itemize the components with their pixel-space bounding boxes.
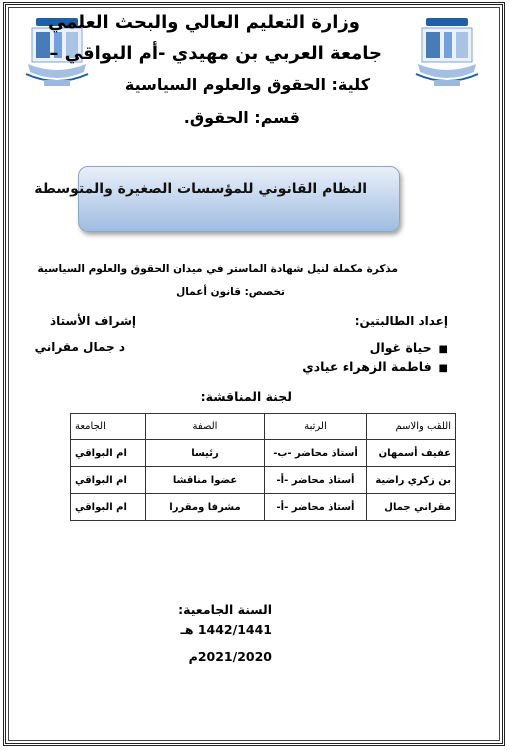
supervisor-name: د جمال مقراني <box>34 340 125 354</box>
thesis-title-box <box>34 166 400 232</box>
specialty: تخصص: قانون أعمال <box>176 286 285 298</box>
list-item <box>302 338 448 357</box>
gregorian-year: 2021/2020م <box>188 649 272 664</box>
committee-label: لجنة المناقشة: <box>200 389 292 404</box>
table-header-row <box>71 414 456 440</box>
member-rank: أستاذ محاضر -ب- <box>265 440 367 467</box>
university-name: جامعة العربي بن مهيدي -أم البواقي – <box>49 43 382 64</box>
hijri-year: 1442/1441 هـ <box>180 622 272 637</box>
member-role: مشرفا ومقررا <box>146 494 265 521</box>
student-name: حياة غوال <box>369 340 432 355</box>
committee-table <box>70 413 456 521</box>
thesis-title: النظام القانوني للمؤسسات الصغيرة والمتوسطة <box>34 181 367 197</box>
students-list <box>302 338 448 376</box>
faculty-name: كلية: الحقوق والعلوم السياسية <box>124 75 370 94</box>
member-role: عضوا مناقشا <box>146 467 265 494</box>
header-cell: الرتبة <box>265 414 367 440</box>
member-rank: أستاذ محاضر -أ- <box>265 494 367 521</box>
member-name: مقراني جمال <box>367 494 456 521</box>
table-row <box>71 440 456 467</box>
member-university: ام البواقي <box>71 467 146 494</box>
member-rank: أستاذ محاضر -أ- <box>265 467 367 494</box>
member-name: بن زكري راضية <box>367 467 456 494</box>
academic-year-label: السنة الجامعية: <box>178 602 272 617</box>
university-logo-icon <box>412 14 482 94</box>
table-row <box>71 467 456 494</box>
table-row <box>71 494 456 521</box>
header-cell: اللقب والاسم <box>367 414 456 440</box>
department-name: قسم: الحقوق. <box>183 108 300 127</box>
memo-description: مذكرة مكملة لنيل شهادة الماستر في ميدان الحقوق والعلوم السياسية <box>37 263 398 275</box>
member-university: ام البواقي <box>71 440 146 467</box>
member-role: رئيسا <box>146 440 265 467</box>
bullet-icon: ■ <box>438 344 448 355</box>
bullet-icon: ■ <box>438 363 448 374</box>
header-cell: الصفة <box>146 414 265 440</box>
member-name: عفيف أسمهان <box>367 440 456 467</box>
header-cell: الجامعة <box>71 414 146 440</box>
ministry-name: وزارة التعليم العالي والبحث العلمي <box>47 12 360 33</box>
students-label: إعداد الطالبتين: <box>354 314 448 328</box>
student-name: فاطمة الزهراء عيادي <box>302 359 432 374</box>
member-university: ام البواقي <box>71 494 146 521</box>
supervisor-label: إشراف الأستاذ <box>49 314 136 328</box>
list-item <box>302 357 448 376</box>
